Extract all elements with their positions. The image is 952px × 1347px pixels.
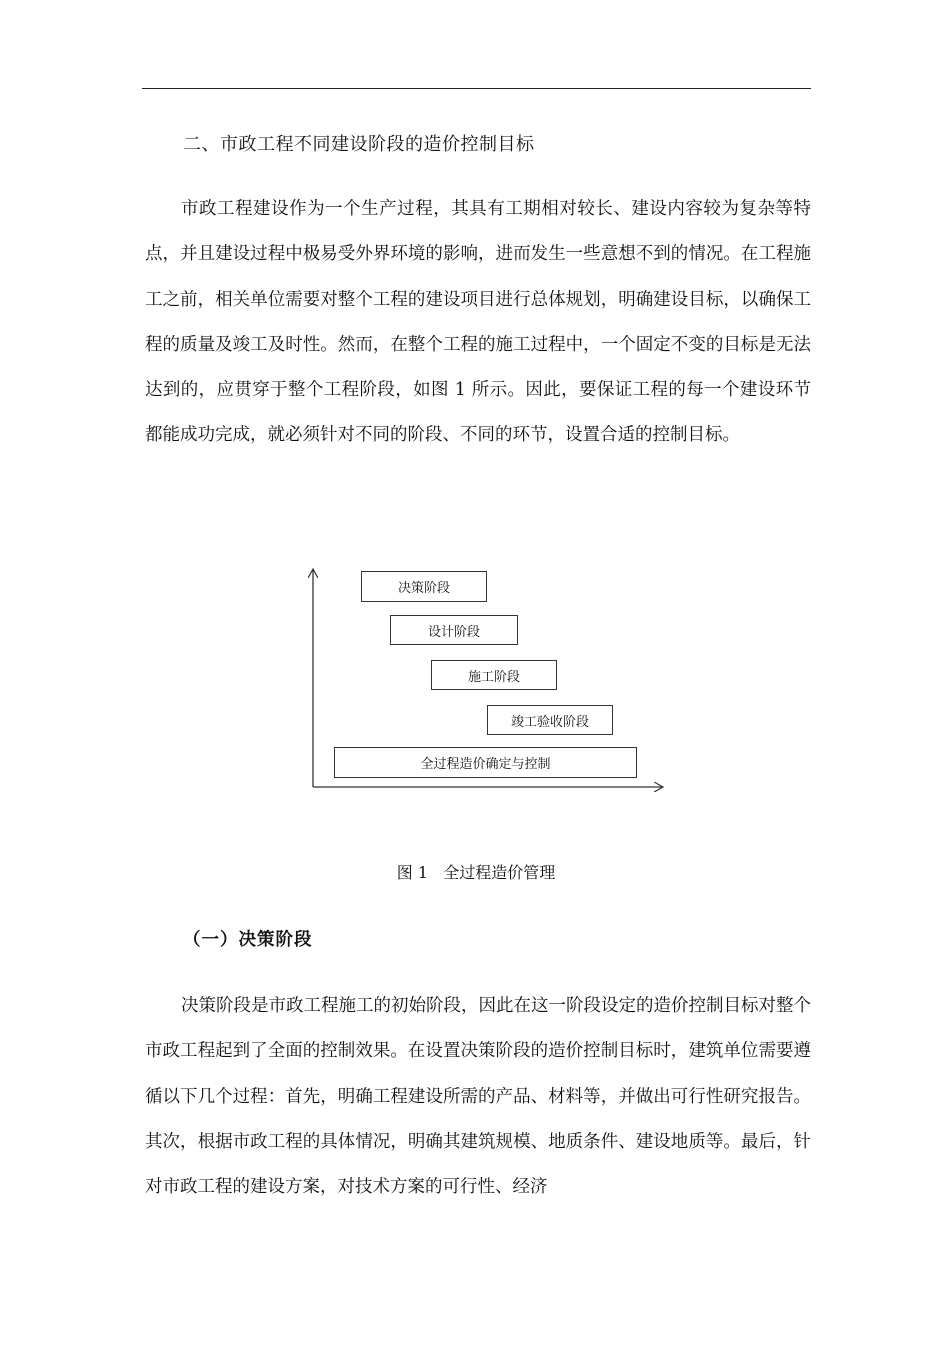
stage-box-construction: 施工阶段 xyxy=(431,660,557,690)
subsection-heading: （一）决策阶段 xyxy=(183,930,313,950)
stage-box-whole-process: 全过程造价确定与控制 xyxy=(334,747,637,778)
stage-box-design: 设计阶段 xyxy=(390,615,518,645)
header-rule xyxy=(142,88,811,89)
figure-caption: 图 1 全过程造价管理 xyxy=(396,863,556,882)
subsection-paragraph: 决策阶段是市政工程施工的初始阶段，因此在这一阶段设定的造价控制目标对整个市政工程起到了全面的控制效果。在设置决策阶段的造价控制目标时，建筑单位需要遵循以下几个过程：首先，明确工程建设所需的产品、材料等，并做出可行性研究报告。其次，根据市政工程的具体情况，明确其建筑规模、地质条件、建设地质等。最后，针对市政工程的建设方案，对技术方案的可行性、经济 xyxy=(145,996,811,1198)
section-paragraph: 市政工程建设作为一个生产过程，其具有工期相对较长、建设内容较为复杂等特点，并且建设过程中极易受外界环境的影响，进而发生一些意想不到的情况。在工程施工之前，相关单位需要对整个工程的建设项目进行总体规划，明确建设目标，以确保工程的质量及竣工及时性。然而，在整个工程的施工过程中，一个固定不变的目标是无法达到的，应贯穿于整个工程阶段，如图 1 所示。因此，要保证工程的每一个建设环节都能成功完成，就必须针对不同的阶段、不同的环节，设置合适的控制目标。 xyxy=(145,199,811,446)
stage-box-decision: 决策阶段 xyxy=(361,571,487,602)
section-heading: 二、市政工程不同建设阶段的造价控制目标 xyxy=(183,134,535,155)
stage-box-acceptance: 竣工验收阶段 xyxy=(487,705,613,735)
process-figure xyxy=(300,560,680,805)
